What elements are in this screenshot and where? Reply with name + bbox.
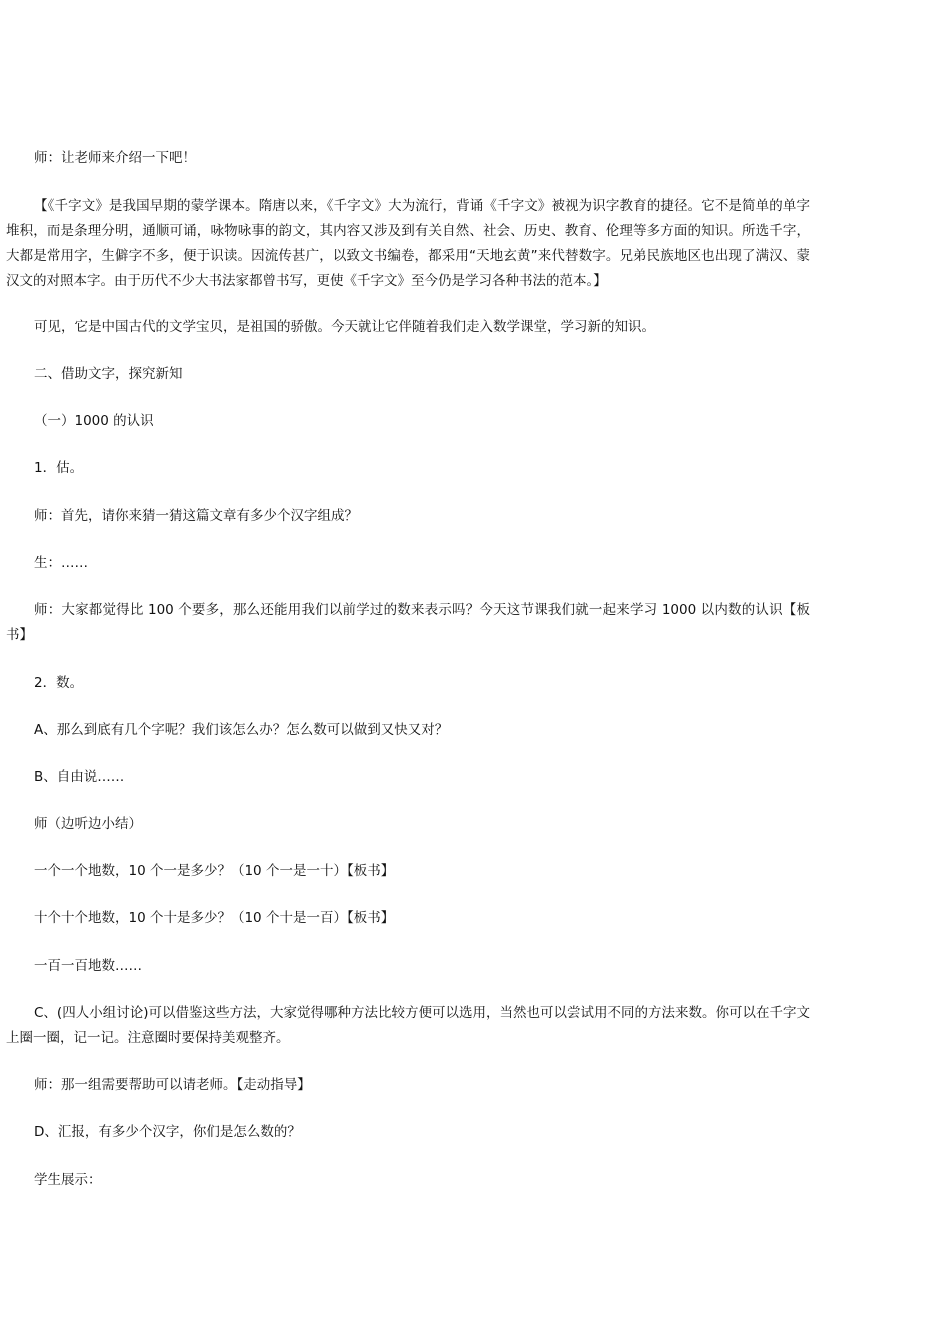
paragraph-item-a: A、那么到底有几个字呢？我们该怎么办？怎么数可以做到又快又对？ xyxy=(34,722,449,738)
subsection-heading-1000: （一）1000 的认识 xyxy=(34,413,154,429)
step-count: 2．数。 xyxy=(34,675,84,691)
section-heading-explore: 二、借助文字，探究新知 xyxy=(34,366,183,382)
paragraph-teacher-question: 师：首先，请你来猜一猜这篇文章有多少个汉字组成？ xyxy=(34,508,358,524)
paragraph-teacher-intro: 师：让老师来介绍一下吧！ xyxy=(34,150,196,166)
paragraph-qianziwen-description: 【《千字文》是我国早期的蒙学课本。隋唐以来，《千字文》大为流行，背诵《千字文》被视为识字教育的捷径。它不是简单的单字堆积，而是条理分明，通顺可诵，咏物咏事的韵文，其内容又涉及到有关自然、社会、历史、教育、伦理等多方面的知识。所选千字，大都是常用字，生僻字不多，便于识读。因流传甚广，以致文书编卷，都采用“天地玄黄”来代替数字。兄弟民族地区也出现了满汉、蒙汉文的对照本字。由于历代不少大书法家都曾书写，更使《千字文》至今仍是学习各种书法的范本。】 xyxy=(6,198,810,289)
paragraph-teacher-summary: 师（边听边小结） xyxy=(34,816,142,832)
paragraph-teacher-help: 师：那一组需要帮助可以请老师。【走动指导】 xyxy=(34,1077,311,1093)
paragraph-count-hundreds: 一百一百地数…… xyxy=(34,958,142,974)
paragraph-count-tens: 十个十个地数，10 个十是多少？（10 个十是一百）【板书】 xyxy=(34,910,395,926)
paragraph-teacher-1000: 师：大家都觉得比 100 个要多，那么还能用我们以前学过的数来表示吗？今天这节课我们就一起来学习 1000 以内数的认识【板书】 xyxy=(6,602,810,643)
paragraph-item-d: D、汇报，有多少个汉字，你们是怎么数的？ xyxy=(34,1124,301,1140)
paragraph-cultural-treasure: 可见，它是中国古代的文学宝贝，是祖国的骄傲。今天就让它伴随着我们走入数学课堂，学习新的知识。 xyxy=(34,319,655,335)
paragraph-item-b: B、自由说…… xyxy=(34,769,125,785)
paragraph-student-answer: 生：…… xyxy=(34,555,88,571)
paragraph-count-ones: 一个一个地数，10 个一是多少？（10 个一是一十）【板书】 xyxy=(34,863,395,879)
paragraph-item-c: C、(四人小组讨论)可以借鉴这些方法，大家觉得哪种方法比较方便可以选用，当然也可以尝试用不同的方法来数。你可以在千字文上圈一圈，记一记。注意圈时要保持美观整齐。 xyxy=(6,1005,810,1046)
step-estimate: 1．估。 xyxy=(34,460,84,476)
paragraph-student-display: 学生展示： xyxy=(34,1172,102,1188)
